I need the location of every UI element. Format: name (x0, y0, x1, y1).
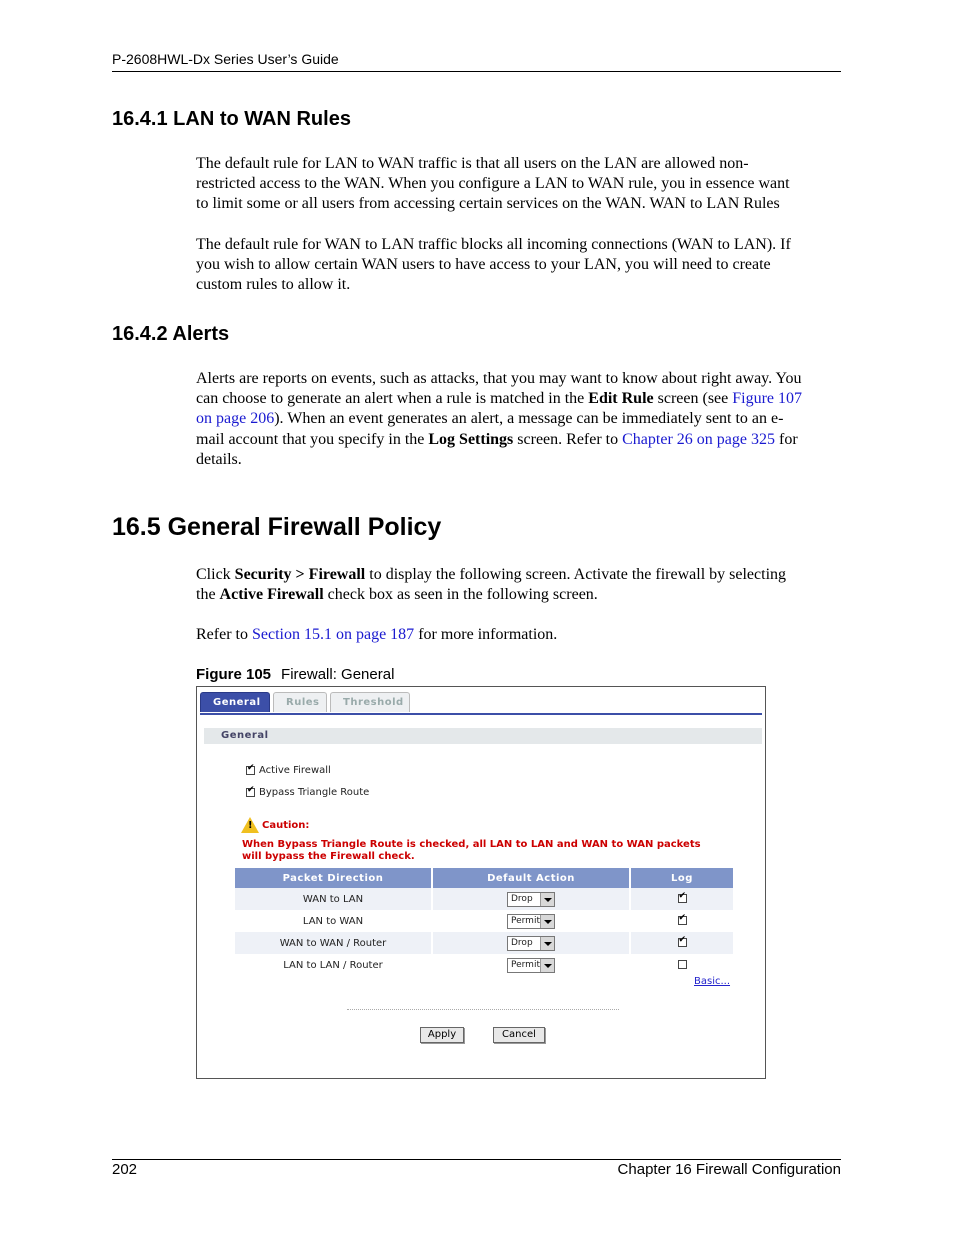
text-line: custom rules to allow it. (196, 276, 351, 294)
text-line: Alerts are reports on events, such as attacks, that you may want to know about right away. You (196, 370, 802, 387)
text-line: restricted access to the WAN. When you configure a LAN to WAN rule, you in essence want (196, 175, 790, 193)
dropdown-arrow-icon (540, 937, 554, 950)
running-header: P-2608HWL-Dx Series User’s Guide (112, 51, 339, 67)
heading-16-5: 16.5 General Firewall Policy (112, 513, 442, 541)
apply-button[interactable]: Apply (420, 1027, 464, 1043)
text-run: to display the following screen. Activate the firewall by selecting (365, 566, 787, 583)
tab-bar (200, 692, 413, 714)
tab-general[interactable]: General (200, 692, 270, 712)
basic-link[interactable]: Basic... (694, 976, 731, 987)
action-cell (432, 932, 630, 954)
col-packet-direction: Packet Direction (235, 868, 432, 888)
paragraph-lan-wan-2 (196, 235, 841, 296)
figure-caption (196, 666, 394, 683)
text-line (196, 389, 841, 409)
text-line: The default rule for LAN to WAN traffic is that all users on the LAN are allowed non- (196, 155, 749, 172)
action-cell (432, 910, 630, 932)
page-number: 202 (112, 1161, 138, 1178)
action-select[interactable] (507, 936, 555, 951)
text-run: screen (see (653, 390, 733, 408)
text-run: for more information. (414, 626, 558, 643)
text-run: screen. Refer to (513, 430, 623, 448)
active-firewall-row (246, 765, 331, 776)
action-cell (432, 888, 630, 910)
direction-cell: WAN to WAN / Router (235, 932, 432, 954)
section-header (204, 728, 762, 744)
firewall-general-screenshot (196, 686, 766, 1079)
caution-line: When Bypass Triangle Route is checked, all LAN to LAN and WAN to WAN packets (242, 839, 701, 850)
heading-16-4-1: 16.4.1 LAN to WAN Rules (112, 108, 351, 130)
figure-107-link[interactable]: Figure 107 (732, 390, 803, 408)
text-run: ). When an event generates an alert, a message can be immediately sent to an e- (274, 410, 784, 428)
text-line: The default rule for WAN to LAN traffic blocks all incoming connections (WAN to LAN). If (196, 236, 791, 253)
log-checkbox[interactable] (678, 894, 687, 903)
paragraph-refer (196, 625, 841, 645)
direction-cell: LAN to WAN (302, 915, 364, 927)
text-line (196, 565, 841, 585)
action-select[interactable] (507, 914, 555, 929)
log-cell (630, 910, 733, 932)
table-row (235, 954, 733, 976)
log-cell (630, 932, 733, 954)
text-run: Click (196, 566, 235, 583)
page-206-link[interactable]: on page 206 (196, 410, 275, 428)
dropdown-arrow-icon (540, 915, 554, 928)
warning-icon (241, 817, 259, 833)
text-line: you wish to allow certain WAN users to have access to your LAN, you will need to create (196, 256, 771, 274)
chapter-footer: Chapter 16 Firewall Configuration (617, 1161, 841, 1178)
text-run: for (774, 430, 798, 448)
bypass-triangle-label: Bypass Triangle Route (259, 787, 370, 798)
paragraph-alerts (196, 369, 841, 470)
tab-rules[interactable]: Rules (273, 692, 327, 712)
text-line (196, 430, 841, 450)
footer-rule (112, 1159, 841, 1160)
text-run: the (196, 586, 220, 604)
table-row (235, 888, 733, 910)
log-checkbox[interactable] (678, 916, 687, 925)
log-cell (630, 888, 733, 910)
direction-cell: WAN to LAN (235, 888, 432, 910)
caution-line: will bypass the Firewall check. (242, 851, 415, 862)
select-value: Permit (511, 915, 540, 926)
text-run: check box as seen in the following screen. (323, 586, 598, 604)
action-select[interactable] (507, 958, 555, 973)
direction-cell: LAN to LAN / Router (283, 959, 383, 971)
tab-underline (200, 713, 762, 715)
caution-text (242, 839, 742, 863)
heading-16-4-2: 16.4.2 Alerts (112, 323, 230, 345)
bold-run: Edit Rule (588, 390, 654, 408)
figure-label: Figure 105 (196, 666, 272, 683)
active-firewall-label: Active Firewall (259, 765, 331, 776)
action-select[interactable] (507, 892, 555, 907)
text-line (196, 409, 841, 429)
section-title: General (221, 730, 269, 741)
bold-run: Log Settings (428, 430, 514, 448)
bypass-triangle-checkbox[interactable] (246, 788, 255, 797)
caution-title (241, 817, 309, 833)
divider (347, 1009, 619, 1010)
select-value: Permit (511, 959, 540, 970)
table-row (235, 932, 733, 954)
caution-label: Caution: (262, 820, 310, 831)
dropdown-arrow-icon (540, 893, 554, 906)
tab-threshold[interactable]: Threshold (330, 692, 410, 712)
bypass-triangle-row (246, 787, 369, 798)
active-firewall-checkbox[interactable] (246, 766, 255, 775)
text-line: details. (196, 450, 242, 468)
log-checkbox[interactable] (678, 938, 687, 947)
select-value: Drop (511, 893, 533, 904)
paragraph-lan-wan-1 (196, 154, 841, 215)
header-rule (112, 71, 841, 72)
dropdown-arrow-icon (540, 959, 554, 972)
section-15-1-link[interactable]: Section 15.1 on page 187 (251, 626, 415, 643)
table-row (235, 910, 733, 932)
text-run: mail account that you specify in the (196, 430, 429, 448)
bold-run: Security > Firewall (234, 566, 366, 583)
bold-run: Active Firewall (219, 586, 324, 604)
log-cell (630, 954, 733, 976)
chapter-26-link[interactable]: Chapter 26 on page 325 (622, 430, 775, 448)
cancel-button[interactable]: Cancel (493, 1027, 545, 1043)
policy-table (235, 868, 733, 976)
log-checkbox[interactable] (678, 960, 687, 969)
select-value: Drop (511, 937, 533, 948)
text-run: Refer to (196, 626, 252, 643)
text-run: can choose to generate an alert when a rule is matched in the (196, 390, 589, 408)
col-log: Log (630, 868, 733, 888)
text-line: to limit some or all users from accessing certain services on the WAN. WAN to LAN Rules (196, 195, 780, 213)
paragraph-firewall (196, 565, 841, 605)
action-cell (432, 954, 630, 976)
text-line (196, 585, 841, 605)
figure-title: Firewall: General (281, 666, 395, 683)
col-default-action: Default Action (432, 868, 630, 888)
